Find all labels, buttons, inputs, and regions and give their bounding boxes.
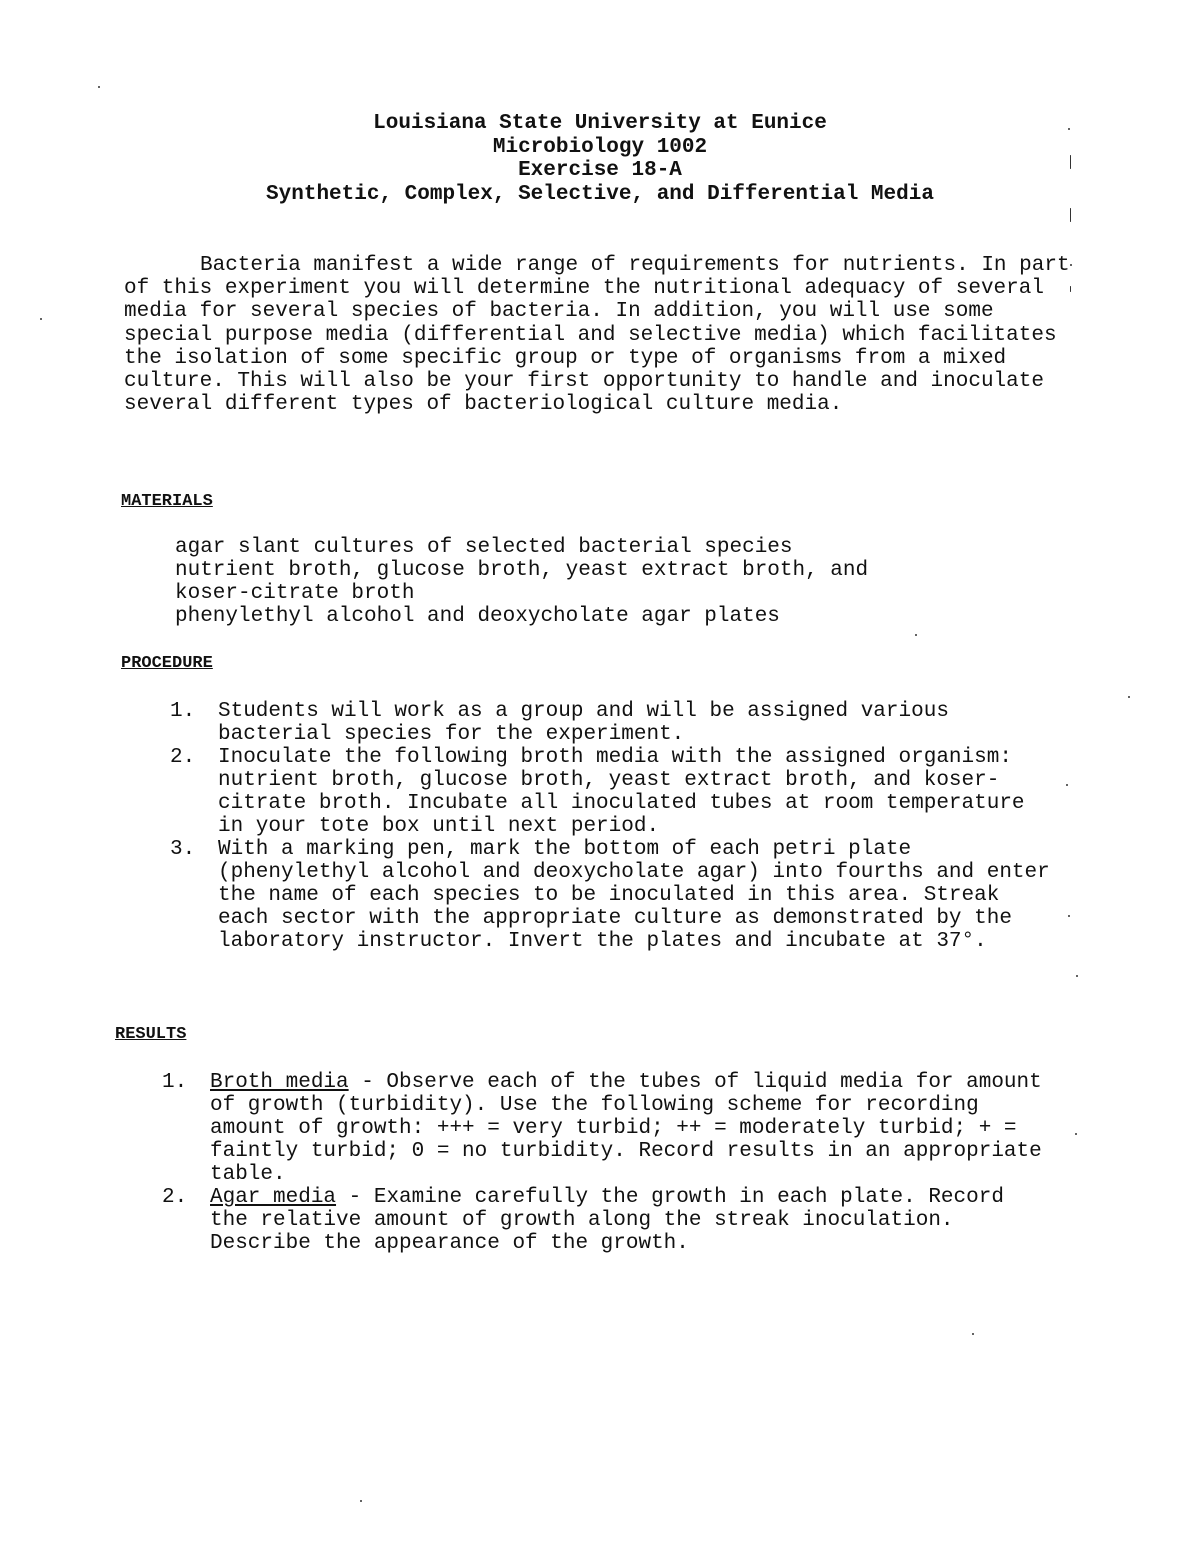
materials-item: koser-citrate broth — [175, 582, 415, 605]
step-text: With a marking pen, mark the bottom of each petri plate (phenylethyl alcohol and deoxycholate agar) into fourths and enter the name of each species to be inoculated in this area. Streak each sector with the appropriate culture as demonstrated by the laboratory instructor. Invert the plates and incubate at 37°. — [218, 838, 1050, 953]
step-text: Students will work as a group and will be assigned various bacterial species for the experiment. — [218, 700, 949, 746]
course-name: Microbiology 1002 — [492, 135, 708, 159]
scan-speck — [98, 86, 100, 88]
results-text: - Examine carefully the growth in each plate. Record the relative amount of growth along the streak inoculation. Describe the appearance of the growth. — [210, 1186, 1004, 1255]
procedure-list — [170, 700, 1060, 953]
scan-speck — [1075, 1133, 1077, 1135]
scan-speck — [1066, 784, 1068, 786]
intro-paragraph: Bacteria manifest a wide range of requirements for nutrients. In part of this experiment you will determine the nutritional adequacy of several media for several species of bacteria. In addition, you will use some special purpose media (differential and selective media) which facilitates the isolation of some specific group or type of organisms from a mixed culture. This will also be your first opportunity to handle and inoculate several different types of bacteriological culture media. — [124, 254, 1070, 417]
scan-speck — [915, 634, 917, 636]
results-text: - Observe each of the tubes of liquid media for amount of growth (turbidity). Use the following scheme for recording amount of growth: +++ = very turbid; ++ = moderately turbid; + = faintly turbid; 0 = no turbidity. Record results in an appropriate table. — [210, 1071, 1042, 1186]
results-item — [162, 1071, 1052, 1186]
materials-item: nutrient broth, glucose broth, yeast extract broth, and — [175, 559, 869, 582]
step-number: 3. — [170, 838, 196, 861]
results-term: Broth media — [210, 1071, 349, 1094]
institution-name: Louisiana State University at Eunice — [373, 112, 827, 135]
results-term: Agar media — [210, 1186, 337, 1209]
results-list — [162, 1071, 1052, 1255]
procedure-step — [170, 746, 1060, 838]
step-number: 2. — [170, 746, 196, 769]
scan-speck — [40, 318, 42, 320]
materials-item: agar slant cultures of selected bacterial species — [175, 536, 793, 559]
scan-speck — [1070, 264, 1072, 266]
scan-speck — [1070, 208, 1071, 222]
scan-speck — [360, 1500, 362, 1502]
results-number: 1. — [162, 1071, 188, 1094]
step-text: Inoculate the following broth media with the assigned organism: nutrient broth, glucose broth, yeast extract broth, and koser-citrate broth. Incubate all inoculated tubes at room temperature in your tote box until next period. — [218, 746, 1025, 838]
procedure-step — [170, 700, 1060, 746]
procedure-step — [170, 838, 1060, 953]
scan-speck — [1128, 696, 1130, 698]
document-header — [0, 112, 1200, 206]
results-heading: RESULTS — [115, 1025, 187, 1044]
exercise-title: Synthetic, Complex, Selective, and Differential Media — [266, 182, 934, 206]
scan-speck — [1076, 975, 1078, 977]
scan-speck — [1070, 155, 1071, 169]
materials-item: phenylethyl alcohol and deoxycholate agar plates — [175, 605, 780, 628]
step-number: 1. — [170, 700, 196, 723]
results-item — [162, 1186, 1052, 1255]
materials-heading: MATERIALS — [121, 492, 213, 511]
results-number: 2. — [162, 1186, 188, 1209]
scan-speck — [972, 1333, 974, 1335]
scan-speck — [1068, 915, 1070, 917]
materials-list — [175, 536, 1075, 628]
exercise-number: Exercise 18-A — [518, 159, 682, 182]
procedure-heading: PROCEDURE — [121, 654, 213, 673]
scan-speck — [1068, 128, 1070, 130]
scan-speck — [1070, 286, 1071, 292]
